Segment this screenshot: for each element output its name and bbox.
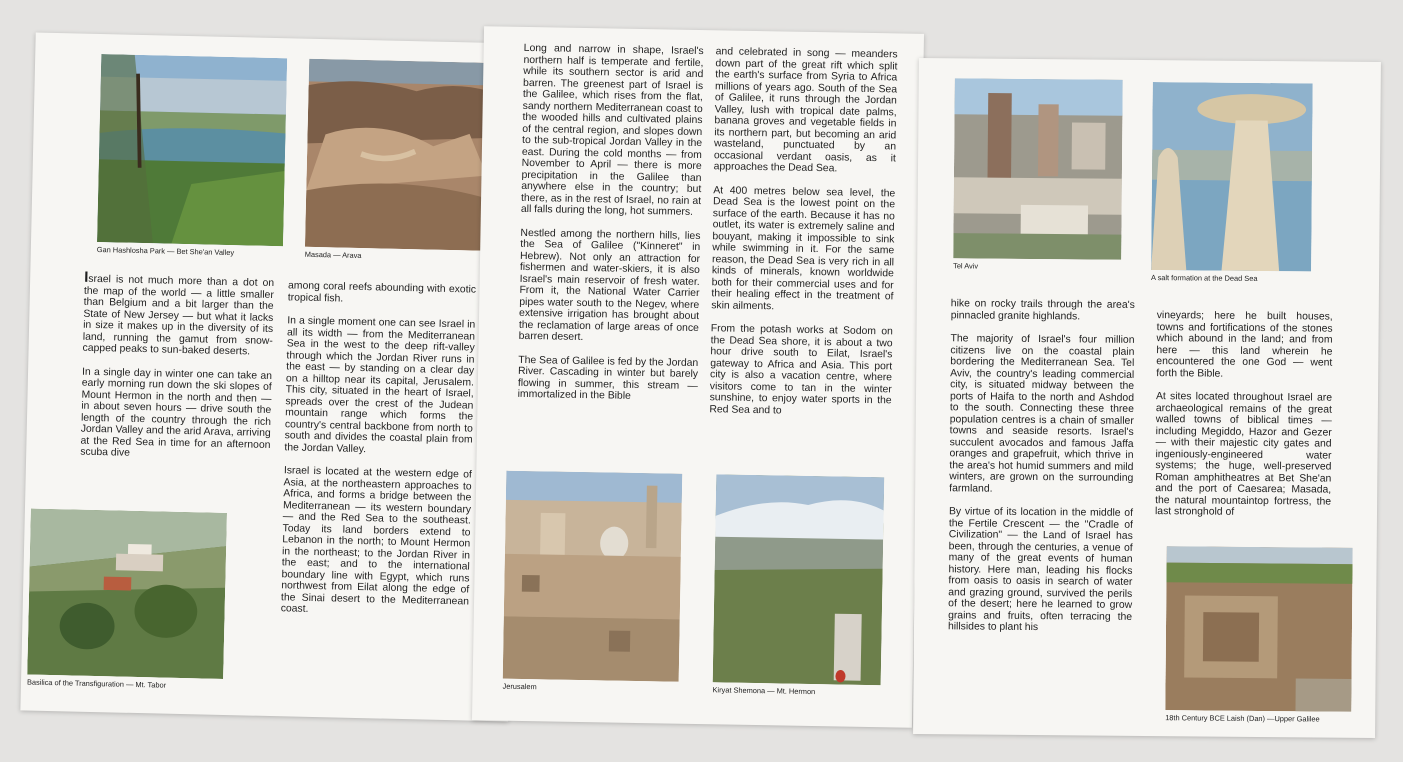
paragraph: In a single day in winter one can take an early morning run down the ski slopes of Mount Hermon in the north and then — in about seven hours — drive south the length of the country through the rich Jordan Valley and the arid Arava, arriving at the Red Sea in time for an afternoon scuba dive [80,366,273,459]
middle-page-column-2 [709,46,898,430]
middle-page-column-1 [517,43,703,416]
brochure-page-middle [472,26,924,728]
paragraph: vineyards; here he built houses, towns and fortifications of the stones which abound in the land; and from here — this land wherein he encountered the one God — went forth the Bible. [1156,310,1333,380]
photo-gan-hashlosha [97,54,288,260]
caption-salt-formation: A salt formation at the Dead Sea [1151,273,1258,283]
brochure-page-right [913,58,1381,738]
caption-laish: 18th Century BCE Laish (Dan) —Upper Galilee [1165,713,1320,724]
caption-tabor: Basilica of the Transfiguration — Mt. Tabor [26,677,167,690]
paragraph: At sites located throughout Israel are archaeological remains of the great walled towns of biblical times — including Megiddo, Hazor and Gezer — with their majestic city gates and ingeniously-engineered water systems; the huge, well-preserved Roman amphitheatres at Bet She'an and the port of Caesarea; Masada, the natural mountaintop fortress, the last stronghold of [1154,391,1333,518]
laish-image [1165,546,1352,712]
paragraph: Israel is located at the western edge of Asia, at the northeastern approaches to Africa, and forms a bridge between the Mediterranean — its western boundary — and the Red Sea to the southeast. Today its land borders extend to Lebanon in the north; to Mount Hermon in the northeast; to the Jordan River in the east; and to the international boundary line with Egypt, which runs northwest from Eilat along the edge of the Sinai desert to the Mediterranean coast. [280,465,472,615]
photo-tabor [27,509,227,693]
caption-jerusalem: Jerusalem [502,681,537,692]
photo-masada [305,59,490,265]
paragraph: By virtue of its location in the middle of the Fertile Crescent — the "Cradle of Civilization" — the Land of Israel has been, through the centuries, a venue of many of the great events of human history. Here man, leading his flocks from oasis to oasis in search of water and grazing ground, survived the perils of the desert; here he learned to grow grains and fruits, often terracing the hillsides to plant his [947,506,1134,634]
right-page-column-1 [948,298,1135,646]
paragraph: and celebrated in song — meanders down part of the great rift which split the earth's surface from Syria to Africa millions of years ago. South of the Sea of Galilee, it runs through the Jordan Valley, lush with tropical date palms, banana groves and vegetable fields in its northern part, but becoming an arid wasteland, punctuated by an occasional verdant oasis, as it approaches the Dead Sea. [713,46,898,175]
salt-formation-image [1151,82,1313,271]
tabor-image [27,509,227,679]
caption-gan-hashlosha: Gan Hashlosha Park — Bet She'an Valley [96,244,235,258]
tel-aviv-image [953,78,1123,259]
kiryat-shemona-image [713,474,885,685]
caption-tel-aviv: Tel Aviv [953,261,979,271]
photo-kiryat-shemona [712,474,884,699]
photo-salt-formation [1151,82,1313,285]
paragraph: Long and narrow in shape, Israel's northern half is temperate and fertile, while its southern sector is arid and barren. The greenest part of Israel is the Galilee, which rises from the flat, sandy northern Mediterranean coast to the wooded hills and cultivated plains of the central region, and slopes down to the sub-tropical Jordan Valley in the east. During the cold months — from November to April — there is more precipitation in the Galilee than anywhere else in the country; but there, as in the rest of Israel, no rain at all falls during the long, hot summers. [520,42,704,218]
caption-kiryat-shemona: Kiryat Shemona — Mt. Hermon [712,685,816,697]
paragraph: Nestled among the northern hills, lies the Sea of Galilee ("Kinneret" in Hebrew). Not only an attraction for fishermen and water-skiers, it is also Israel's main reservoir of fresh water. From it, the National Water Carrier pipes water south to the Negev, where extensive irrigation has brought about the reclamation of large areas of once barren desert. [518,227,701,343]
left-page-column-1 [80,268,275,475]
paragraph: hike on rocky trails through the area's pinnacled granite highlands. [950,298,1135,322]
paragraph: The Sea of Galilee is fed by the Jordan River. Cascading in winter but barely flowing in summer, this stream — immortalized in the Bible [517,354,699,402]
photo-laish [1165,546,1353,726]
jerusalem-image [503,471,683,682]
right-page-column-2 [1155,310,1333,531]
paragraph: From the potash works at Sodom on the Dead Sea shore, it is about a two hour drive south to Eilat, Israel's gateway to Africa and Asia. This port city is also a vacation centre, where visitors come to tan in the winter sunshine, to enjoy water sports in the Red Sea and to [709,323,893,416]
paragraph: among coral reefs abounding with exotic tropical fish. [287,280,477,305]
masada-image [305,59,489,251]
caption-masada: Masada — Arava [304,249,362,260]
photo-jerusalem [502,471,682,696]
paragraph: At 400 metres below sea level, the Dead Sea is the lowest point on the surface of the earth. Because it has no outlet, its water is extremely saline and bouyant, making it impossible to sink while swimming in it. For the same reason, the Dead Sea is very rich in all kinds of minerals, known worldwide both for their commercial uses and for their healing effect in the treatment of skin ailments. [711,184,896,312]
paragraph: The majority of Israel's four million citizens live on the coastal plain bordering the Mediterranean Sea. Tel Aviv, the country's leading commercial city, is situated midway between the ports of Haifa to the north and Ashdod to the south. Connecting these three population centres is a chain of smaller towns and seaside resorts. Israel's succulent avocados and famous Jaffa oranges and grapefruit, which thrive in the area's hot humid summers and mild winters, are grown on the surrounding farmland. [949,333,1135,495]
photo-tel-aviv [953,78,1123,273]
left-page-column-2 [280,280,476,631]
paragraph: Israel is not much more than a dot on the map of the world — a little smaller than Belgium and a bit larger than the State of New Jersey — but what it lacks in size it makes up in the diversity of its land, running the gamut from snow-capped peaks to sun-baked deserts. [82,268,275,358]
paragraph: In a single moment one can see Israel in all its width — from the Mediterranean Sea in the west to the deep rift-valley through which the Jordan River runs in the east — by standing on a clear day on a hilltop near its capital, Jerusalem. This city, situated in the heart of Israel, spreads over the crest of the Judean mountain range which forms the country's central backbone from north to south and divides the coastal plain from the Jordan Valley. [284,315,476,455]
gan-hashlosha-image [97,54,287,246]
brochure-page-left [20,33,523,722]
